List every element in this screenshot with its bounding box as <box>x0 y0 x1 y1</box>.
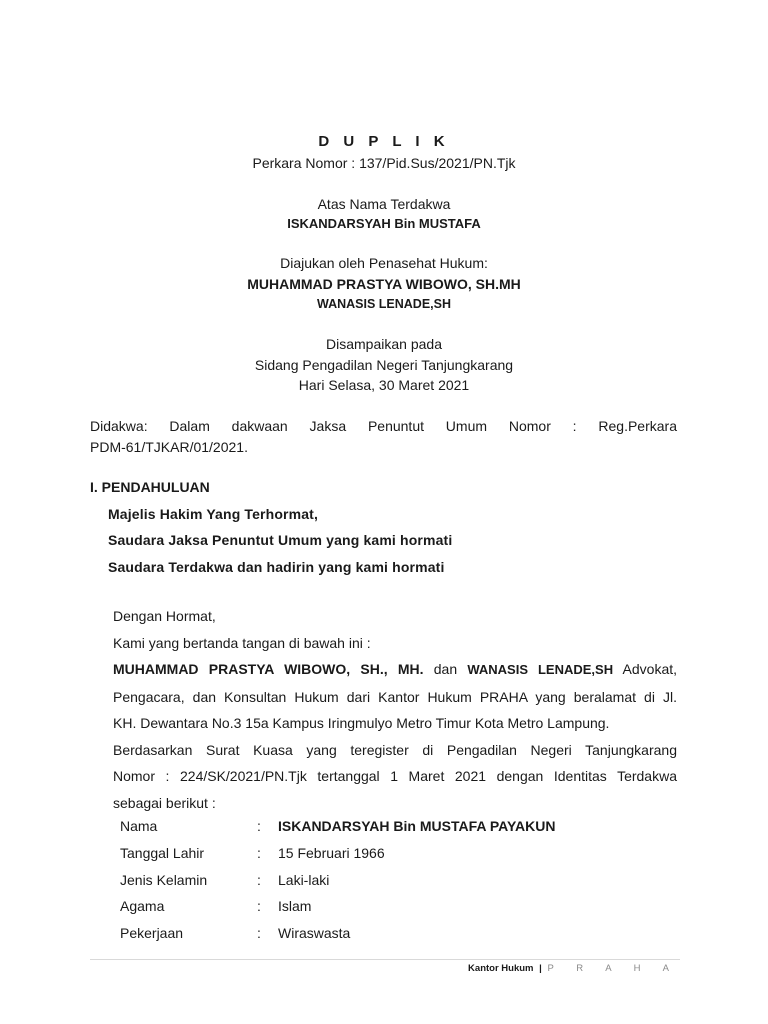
identity-value: ISKANDARSYAH Bin MUSTAFA PAYAKUN <box>278 818 556 834</box>
case-number: Perkara Nomor : 137/Pid.Sus/2021/PN.Tjk <box>252 155 516 171</box>
footer-divider <box>90 959 680 960</box>
counsel-primary: MUHAMMAD PRASTYA WIBOWO, SH.MH <box>247 276 521 292</box>
body-line-f: sebagai berikut : <box>113 794 216 811</box>
identity-value: Laki-laki <box>278 871 330 888</box>
greeting-judges: Majelis Hakim Yang Terhormat, <box>108 506 319 522</box>
defendant-identity-table <box>120 818 555 952</box>
body-line-d: Berdasarkan Surat Kuasa yang teregister di Pengadilan Negeri Tanjungkarang <box>113 741 677 758</box>
footer-firm: Kantor Hukum <box>468 963 534 974</box>
identity-colon: : <box>257 844 261 861</box>
identity-row-birthdate <box>120 845 555 872</box>
submitted-by-label: Diajukan oleh Penasehat Hukum: <box>280 255 488 271</box>
greeting-defendant-audience: Saudara Terdakwa dan hadirin yang kami hormati <box>108 559 445 575</box>
identity-value: Wiraswasta <box>278 925 351 942</box>
body-line-c: KH. Dewantara No.3 15a Kampus Iringmulyo Metro Timur Kota Metro Lampung. <box>113 715 610 731</box>
identity-colon: : <box>257 818 261 834</box>
charge-paragraph <box>90 416 677 458</box>
counsel-name-2: WANASIS LENADE,SH <box>467 662 614 677</box>
identity-row-occupation <box>120 925 555 952</box>
defendant-name: ISKANDARSYAH Bin MUSTAFA <box>287 216 481 231</box>
counsel-secondary: WANASIS LENADE,SH <box>316 297 452 311</box>
identity-value: 15 Februari 1966 <box>278 844 385 861</box>
line-tail: Advokat, <box>622 661 678 677</box>
body-line-b: Pengacara, dan Konsultan Hukum dari Kantor Hukum PRAHA yang beralamat di Jl. <box>113 688 677 705</box>
identity-row-name <box>120 818 555 845</box>
body-line-e: Nomor : 224/SK/2021/PN.Tjk tertanggal 1 Maret 2021 dengan Identitas Terdakwa <box>113 768 677 784</box>
footer-separator: | <box>539 963 542 974</box>
on-behalf-label: Atas Nama Terdakwa <box>317 196 451 212</box>
greeting-prosecutor: Saudara Jaksa Penuntut Umum yang kami hormati <box>108 532 453 548</box>
introduction-body <box>113 603 677 816</box>
identity-colon: : <box>257 925 261 942</box>
counsel-name-1: MUHAMMAD PRASTYA WIBOWO, SH., MH. <box>113 661 424 677</box>
identity-label: Nama <box>120 818 158 834</box>
document-title: D U P L I K <box>318 133 450 150</box>
identity-colon: : <box>257 898 261 915</box>
identity-label: Pekerjaan <box>120 925 184 942</box>
identity-label: Agama <box>120 898 165 915</box>
charge-line-2: PDM-61/TJKAR/01/2021. <box>90 439 248 455</box>
identity-label: Jenis Kelamin <box>120 871 208 888</box>
court-session: Sidang Pengadilan Negeri Tanjungkarang <box>254 357 514 373</box>
opening-salutation: Dengan Hormat, <box>113 608 216 624</box>
identity-row-religion <box>120 898 555 925</box>
charge-line-1: Didakwa: Dalam dakwaan Jaksa Penuntut Umum Nomor : Reg.Perkara <box>90 418 677 434</box>
identity-value: Islam <box>278 898 312 915</box>
identity-row-gender <box>120 872 555 899</box>
page-footer <box>468 963 679 974</box>
identity-colon: : <box>257 871 261 888</box>
section-heading: I. PENDAHULUAN <box>90 479 210 495</box>
footer-brand: P R A H A <box>547 963 679 974</box>
counsel-line <box>113 656 677 684</box>
delivered-label: Disampaikan pada <box>326 336 442 352</box>
undersigned-line: Kami yang bertanda tangan di bawah ini : <box>113 634 371 651</box>
conjunction: dan <box>433 661 458 677</box>
identity-label: Tanggal Lahir <box>120 844 205 861</box>
hearing-date: Hari Selasa, 30 Maret 2021 <box>298 377 470 393</box>
